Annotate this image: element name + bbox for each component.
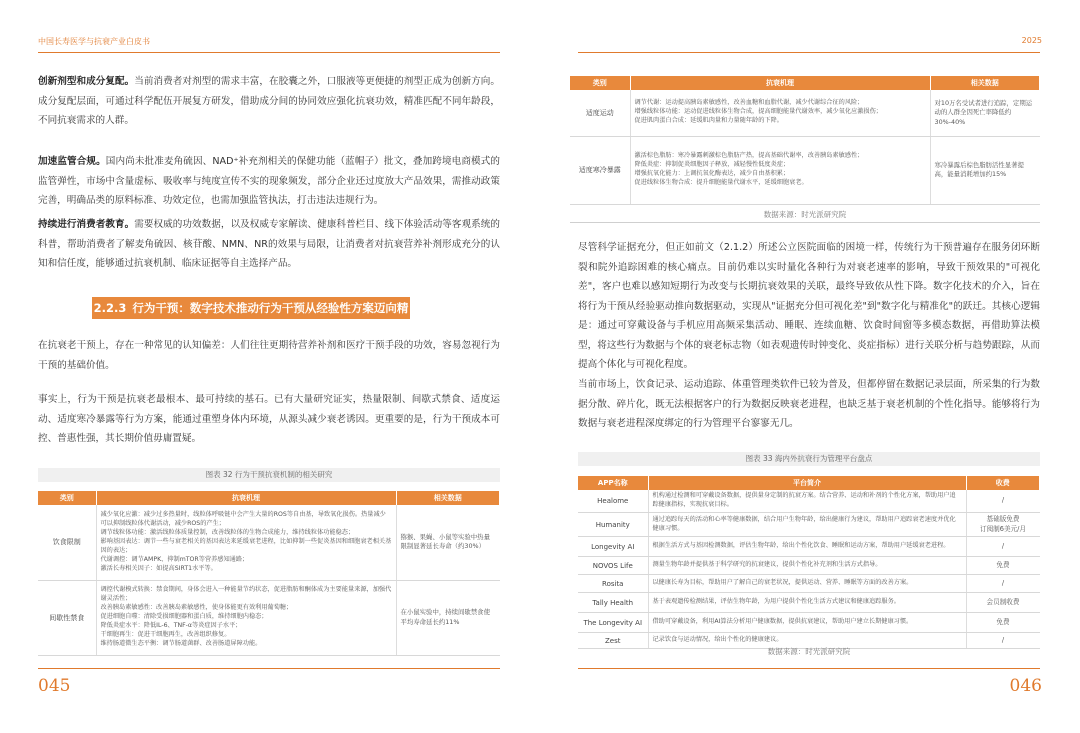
table-33-cell-desc: 根据生活方式与基因检测数据，评估生物年龄，给出个性化饮食、睡眠和运动方案，帮助用户延缓衰老进程。	[648, 537, 966, 557]
table-33-header-app: APP名称	[578, 476, 648, 490]
table-32-header-data: 相关数据	[396, 491, 500, 505]
table-33-cell-app: Humanity	[578, 513, 648, 537]
table-32-cont-header-row	[570, 76, 1040, 90]
paragraph-innovation-text: 当前消费者对剂型的需求丰富，在胶囊之外，口服液等更便捷的剂型正成为创新方向。成分复配层面，可通过科学配伍开展复方研发，借助成分间的协同效应强化抗衰功效，精准匹配不同年龄段，不同抗衰需求的人群。	[38, 76, 501, 126]
running-header-year: 2025	[1021, 36, 1042, 45]
table-32-cell-data: 猕猴、果蝇、小鼠等实验中热量限制显著延长寿命（约30%）	[396, 505, 500, 580]
paragraph-digital	[578, 238, 1040, 375]
table-33-header-row	[578, 476, 1040, 490]
section-title: 行为干预：数字技术推动行为干预从经验性方案迈向精准医学	[132, 301, 409, 337]
table-33-cell-app: Rosita	[578, 575, 648, 593]
paragraph-market	[578, 375, 1040, 434]
table-32-cell-data: 在小鼠实验中，持续间歇禁食使平均寿命延长约11%	[396, 580, 500, 655]
table-32-cell-mechanism: 减少氧化应激：减少过多热量时，线粒体呼吸链中会产生大量的ROS等自由基，导致氧化损伤。热量减少可以抑制线粒体代谢活动，减少ROS的产生； 调节线粒体功能：激活线粒体质量控制，改善线粒体的生物合成能力，维持线粒体功能稳态； 影响基因表达：调节一些与衰老相关的基因表达来延缓衰老进程，比如抑制一些促炎基因和细胞衰老相关基因的表达； 代谢调控：调节AMPK、抑制mTOR等营养感知通路； 激活长寿相关因子：如提高SIRT1水平等。	[96, 505, 396, 580]
table-row	[570, 136, 1040, 204]
table-row	[578, 557, 1040, 575]
table-32-header-mechanism: 抗衰机理	[96, 491, 396, 505]
table-33-cell-app: Tally Health	[578, 593, 648, 613]
table-33-cell-cost: /	[966, 633, 1040, 649]
figure-32-title: 图表 32 行为干预抗衰机制的相关研究	[38, 468, 500, 482]
footer-rule	[38, 668, 500, 669]
page-number-right: 046	[1009, 676, 1042, 696]
header-rule	[578, 52, 1040, 53]
table-32-cont-cell-data: 寒冷暴露后棕色脂肪活性显著提高，能量消耗增加约15%	[930, 136, 1040, 204]
table-row	[578, 537, 1040, 557]
table-row	[578, 490, 1040, 512]
paragraph-fact	[38, 390, 500, 449]
table-33-cell-cost: /	[966, 575, 1040, 593]
table-32-cont-header-category: 类别	[570, 76, 630, 90]
table-33-source: 数据来源：时光派研究院	[767, 647, 851, 656]
table-33-cell-cost: /	[966, 490, 1040, 512]
paragraph-education-lead: 持续进行消费者教育。	[38, 219, 135, 230]
table-row	[578, 513, 1040, 537]
table-32-cell-category: 饮食限制	[38, 505, 96, 580]
paragraph-innovation	[38, 72, 500, 131]
table-33-cell-desc: 机构通过检测和可穿戴设备数据，提供量身定制的抗衰方案。结合营养、运动和补剂的个性化方案，帮助用户追踪健康指标，实现抗衰目标。	[648, 490, 966, 512]
table-33-cell-desc: 基于表观遗传检测结果，评估生物年龄，为用户提供个性化生活方式建议和健康追踪服务。	[648, 593, 966, 613]
table-row	[578, 575, 1040, 593]
paragraph-fact-text: 事实上，行为干预是抗衰老最根本、最可持续的基石。已有大量研究证实，热量限制、间歇式禁食、适度运动、适度寒冷暴露等行为方案，能通过重塑身体内环境，从源头减少衰老诱因。更重要的是，行为干预成本可控、普惠性强，其长期价值毋庸置疑。	[38, 394, 500, 444]
table-32-header-category: 类别	[38, 491, 96, 505]
table-32-cont-cell-mechanism: 激活棕色脂肪：寒冷暴露刺激棕色脂肪产热，提高基础代谢率，改善胰岛素敏感性； 降低炎症：抑制促炎细胞因子释放，减轻慢性低度炎症； 增强抗氧化能力：上调抗氧化酶表达，减少自由基积累； 促进线粒体生物合成：提升细胞能量代谢水平，延缓细胞衰老。	[630, 136, 930, 204]
right-page	[540, 0, 1080, 733]
table-32-cont-header-data: 相关数据	[930, 76, 1040, 90]
paragraph-digital-text: 尽管科学证据充分，但正如前文（2.1.2）所述公立医院面临的困境一样，传统行为干预普遍存在服务闭环断裂和院外追踪困难的核心痛点。目前仍难以实时量化各种行为对衰老速率的影响，导致干预效果的"可视化差"，客户也难以感知短期行为改变与长期抗衰效果的关联，最终导致依从性下降。数字化技术的介入，旨在将行为干预从经验驱动推向数据驱动，实现从"证据充分但可视化差"到"数字化与精准化"的跃迁。其核心逻辑是：通过可穿戴设备与手机应用高频采集活动、睡眠、连续血糖、饮食时间窗等多模态数据，再借助算法模型，将这些行为数据与个体的衰老标志物（如表观遗传时钟变化、炎症指标）进行关联分析与趋势跟踪，从而提高个体化与可视化程度。	[578, 242, 1040, 370]
paragraph-bias-text: 在抗衰老干预上，存在一种常见的认知偏差：人们往往更期待营养补剂和医疗干预手段的功效，容易忽视行为干预的基础价值。	[38, 340, 500, 371]
table-33-cell-app: NOVOS Life	[578, 557, 648, 575]
paragraph-education-text: 需要权威的功效数据，以及权威专家解读、健康科普栏目、线下体验活动等客观系统的科普，帮助消费者了解麦角硫因、核苷酸、NMN、NR的效果与局限，让消费者对抗衰营养补剂形成充分的认知和信任度，能够通过抗衰机制、临床证据等自主选择产品。	[38, 219, 501, 269]
table-33-cell-desc: 通过追踪每天的活动和心率等健康数据，结合用户生物年龄，给出健康行为建议，帮助用户追踪衰老速度并优化健康习惯。	[648, 513, 966, 537]
table-32-cell-category: 间歇性禁食	[38, 580, 96, 655]
table-32-cont-cell-data: 对10万名受试者进行追踪，定期运动的人群全因死亡率降低约30%-40%	[930, 90, 1040, 136]
table-32-cont-cell-category: 适度寒冷暴露	[570, 136, 630, 204]
table-32-cont-cell-category: 适度运动	[570, 90, 630, 136]
table-33-cell-cost: 免费	[966, 613, 1040, 633]
table-32-cell-mechanism: 调控代谢模式转换：禁食期间，身体会进入一种能量节约状态，促进脂肪和酮体成为主要能量来源，加强代谢灵活性； 改善胰岛素敏感性：改善胰岛素敏感性，使身体能更有效利用葡萄糖； 促进细胞自噬：清除受损细胞器和蛋白质，维持细胞内稳态； 降低炎症水平：降低IL-6、TNF-α等炎症因子水平； 干细胞再生：促进干细胞再生，改善组织修复。 维持肠道微生态平衡：调节肠道菌群、改善肠道屏障功能。	[96, 580, 396, 655]
table-33-header-cost: 收费	[966, 476, 1040, 490]
paragraph-regulation-lead: 加速监管合规。	[38, 156, 106, 167]
header-rule	[38, 52, 500, 53]
table-row	[38, 580, 500, 655]
paragraph-market-text: 当前市场上，饮食记录、运动追踪、体重管理类软件已较为普及，但都停留在数据记录层面，所采集的行为数据分散、碎片化，既无法根据客户的行为数据反映衰老进程，也缺乏基于衰老机制的个性化指导。能够将行为数据与衰老进程深度绑定的行为管理平台寥寥无几。	[578, 379, 1040, 429]
table-33-header-desc: 平台简介	[648, 476, 966, 490]
table-33-cell-cost: 基础版免费 订阅制6美元/月	[966, 513, 1040, 537]
table-33-cell-cost: /	[966, 537, 1040, 557]
section-heading-2-2-3	[92, 297, 410, 337]
table-33-cell-cost: 会员制收费	[966, 593, 1040, 613]
paragraph-regulation-text: 国内尚未批准麦角硫因、NAD⁺补充剂相关的保健功能（蓝帽子）批文，叠加跨境电商模式的监管弹性，市场中含量虚标、吸收率与纯度宣传不实的现象频发，部分企业还过度放大产品效果，需推动政策完善，明确品类的原料标准、功效定位，也需加强监管执法，打击违法违规行为。	[38, 156, 500, 206]
table-33-cell-desc: 借助可穿戴设备，利用AI算法分析用户健康数据，提供抗衰建议，帮助用户建立长期健康习惯。	[648, 613, 966, 633]
paragraph-innovation-lead: 创新剂型和成分复配。	[38, 76, 135, 87]
running-header-title: 中国长寿医学与抗衰产业白皮书	[38, 37, 150, 46]
table-33-cell-app: The Longevity AI	[578, 613, 648, 633]
paragraph-bias	[38, 336, 500, 375]
table-row	[38, 505, 500, 580]
figure-rule	[570, 222, 1040, 223]
table-32-cont-header-mechanism: 抗衰机理	[630, 76, 930, 90]
table-33	[578, 476, 1040, 649]
table-row	[578, 593, 1040, 613]
table-33-cell-cost: 免费	[966, 557, 1040, 575]
table-32-source: 数据来源：时光派研究院	[763, 210, 847, 219]
table-32	[38, 491, 500, 656]
table-row	[578, 613, 1040, 633]
table-33-cell-desc: 测量生物年龄并提供基于科学研究的抗衰建议，提供个性化补充剂和生活方式指导。	[648, 557, 966, 575]
table-33-cell-app: Healome	[578, 490, 648, 512]
table-33-cell-app: Longevity AI	[578, 537, 648, 557]
table-32-cont-cell-mechanism: 调节代谢：运动提高胰岛素敏感性，改善血糖和血脂代谢，减少代谢综合征的风险； 增强线粒体功能：运动促进线粒体生物合成，提高细胞能量代谢效率，减少氧化应激损伤； 促进肌肉蛋白合成：延缓肌肉量和力量随年龄的下降。	[630, 90, 930, 136]
table-row	[570, 90, 1040, 136]
page-number-left: 045	[38, 676, 71, 696]
paragraph-regulation	[38, 152, 500, 211]
figure-33-title: 图表 33 海内外抗衰行为管理平台盘点	[578, 452, 1040, 466]
table-33-cell-desc: 以健康长寿为目标，帮助用户了解自己的衰老状况，提供运动、营养、睡眠等方面的改善方案。	[648, 575, 966, 593]
paragraph-education	[38, 215, 500, 274]
section-number: 2.2.3	[93, 301, 127, 315]
table-33-cell-app: Zest	[578, 633, 648, 649]
table-32-header-row	[38, 491, 500, 505]
table-33-cell-desc: 记录饮食与运动情况，给出个性化的健康建议。	[648, 633, 966, 649]
table-32-continued	[570, 76, 1040, 205]
footer-rule	[578, 668, 1040, 669]
